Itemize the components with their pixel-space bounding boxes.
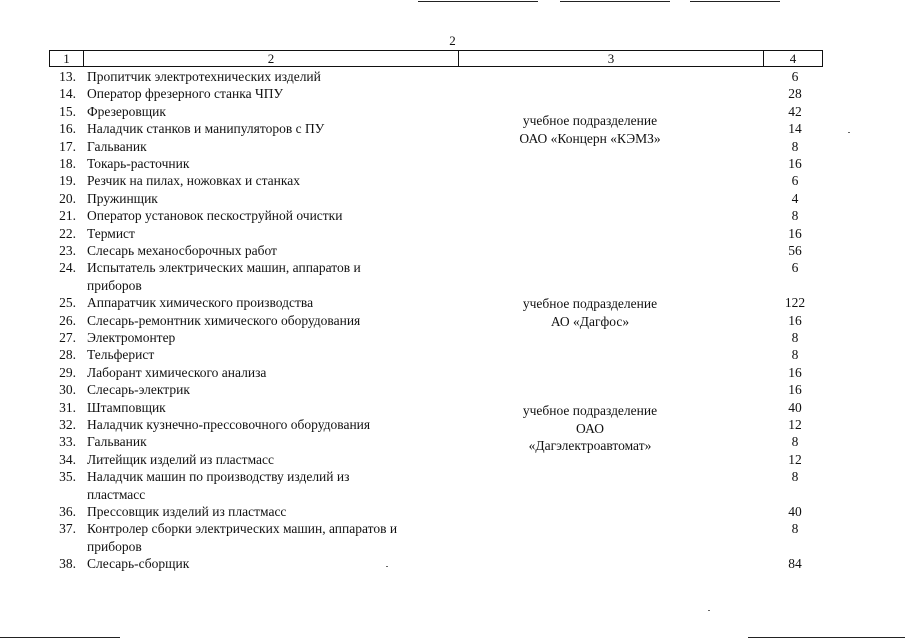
profession-name: [87, 312, 459, 330]
student-count: 8: [791, 208, 799, 224]
profession-name-line: Слесарь-ремонтник химического оборудования: [87, 312, 361, 328]
profession-name-line: Пропитчик электротехнических изделий: [87, 69, 321, 84]
profession-name-line: Фрезеровщик: [87, 103, 166, 119]
student-count: 16: [788, 364, 802, 380]
row-number: 33.: [59, 434, 76, 450]
profession-name: [87, 85, 459, 103]
row-number: 25.: [59, 295, 76, 311]
row-number: 15.: [59, 103, 76, 119]
profession-name: [87, 138, 459, 156]
row-number: 30.: [59, 382, 76, 398]
profession-name: [87, 242, 459, 260]
profession-name: [87, 225, 459, 243]
department-line: ОАО: [576, 420, 604, 436]
profession-name-line: Гальваник: [87, 138, 147, 154]
scan-speck: [708, 610, 710, 611]
scan-edge-bottom-left: [0, 637, 120, 638]
row-number: 29.: [59, 364, 76, 380]
profession-name-line: Аппаратчик химического производства: [87, 295, 314, 311]
student-count: 42: [788, 103, 802, 119]
student-count: 4: [791, 190, 799, 206]
profession-name-line: пластмасс: [87, 486, 146, 502]
department-cell-dagfos: [476, 295, 704, 330]
student-count: 122: [784, 295, 806, 311]
row-number: 14.: [59, 86, 76, 102]
student-count: 8: [791, 138, 799, 154]
student-count: 8: [791, 330, 799, 345]
scan-edge-top-right: [690, 1, 780, 2]
student-count: 8: [791, 434, 799, 450]
profession-name-line: Слесарь-электрик: [87, 382, 190, 398]
profession-name-line: Контролер сборки электрических машин, аппаратов и: [87, 521, 398, 537]
profession-name: [87, 155, 459, 173]
row-number: 19.: [59, 173, 76, 189]
row-number: 27.: [59, 330, 76, 345]
profession-name-line: Лаборант химического анализа: [87, 364, 267, 380]
department-cell-kemz: [476, 112, 704, 147]
department-line: ОАО «Концерн «КЭМЗ»: [519, 130, 661, 146]
row-number: 24.: [59, 260, 76, 276]
profession-name: [87, 329, 459, 347]
profession-name: [87, 364, 459, 382]
profession-name-line: Гальваник: [87, 434, 147, 450]
profession-name-line: Резчик на пилах, ножовках и станках: [87, 173, 300, 189]
scan-edge-top-left: [418, 1, 538, 2]
profession-name: [87, 381, 459, 399]
profession-name: [87, 207, 459, 225]
student-count: 16: [788, 382, 802, 398]
row-number: 38.: [59, 556, 76, 572]
department-line: учебное подразделение: [522, 403, 658, 418]
student-count: 16: [788, 156, 802, 171]
department-line: учебное подразделение: [522, 113, 658, 128]
profession-name: [87, 416, 459, 434]
profession-name-line: Электромонтер: [87, 330, 176, 345]
row-number: 13.: [59, 69, 76, 84]
student-count: 12: [788, 451, 802, 467]
profession-name: [87, 451, 459, 469]
student-count: 40: [788, 504, 802, 519]
table-header: [49, 50, 823, 67]
student-count: 6: [791, 69, 799, 84]
student-count: 16: [788, 312, 802, 328]
student-count: 40: [788, 399, 802, 415]
row-number: 37.: [59, 521, 76, 537]
student-count: 28: [788, 86, 802, 102]
profession-name: [87, 68, 459, 86]
row-number: 23.: [59, 243, 76, 258]
profession-name: [87, 120, 459, 138]
profession-name-line: Слесарь механосборочных работ: [87, 243, 277, 258]
row-number: 31.: [59, 399, 76, 415]
profession-name: [87, 190, 459, 208]
profession-name-line: Слесарь-сборщик: [87, 556, 190, 572]
row-number: 18.: [59, 156, 76, 171]
profession-name-line: Испытатель электрических машин, аппаратов и: [87, 260, 361, 276]
department-line: учебное подразделение: [522, 296, 658, 311]
student-count: 56: [788, 243, 802, 258]
profession-name-line: приборов: [87, 538, 142, 554]
profession-name: [87, 555, 459, 573]
student-count: 8: [791, 521, 799, 537]
student-count: 6: [791, 173, 799, 189]
profession-name-line: Токарь-расточник: [87, 156, 190, 171]
row-number: 21.: [59, 208, 76, 224]
student-count: 6: [791, 260, 799, 276]
profession-name-line: Литейщик изделий из пластмасс: [87, 451, 274, 467]
student-count: 16: [788, 225, 802, 241]
student-count: 84: [788, 556, 802, 572]
column-header-4: 4: [789, 51, 797, 66]
profession-name-line: Термист: [87, 225, 135, 241]
profession-name-line: приборов: [87, 277, 142, 293]
profession-name-line: Оператор фрезерного станка ЧПУ: [87, 86, 284, 102]
student-count: 8: [791, 469, 799, 485]
profession-name-line: Наладчик кузнечно-прессовочного оборудования: [87, 417, 371, 432]
scan-edge-top-mid: [560, 1, 670, 2]
scan-edge-bottom-right: [748, 637, 905, 638]
row-number: 35.: [59, 469, 76, 485]
profession-name: [87, 503, 459, 521]
column-header-1: 1: [63, 51, 70, 66]
profession-name: [87, 468, 459, 503]
profession-name: [87, 399, 459, 417]
row-number: 34.: [59, 451, 76, 467]
profession-name-line: Тельферист: [87, 347, 155, 363]
profession-name: [87, 259, 459, 294]
profession-name-line: Прессовщик изделий из пластмасс: [87, 504, 287, 519]
department-line: АО «Дагфос»: [550, 313, 630, 329]
profession-name-line: Наладчик машин по производству изделий из: [87, 469, 350, 485]
column-header-2: 2: [267, 51, 275, 66]
row-number: 22.: [59, 225, 76, 241]
student-count: 14: [788, 121, 802, 137]
profession-name: [87, 103, 459, 121]
profession-name: [87, 346, 459, 364]
student-count: 8: [791, 347, 799, 363]
profession-name-line: Наладчик станков и манипуляторов с ПУ: [87, 121, 325, 137]
student-count: 12: [788, 417, 802, 432]
profession-name: [87, 294, 459, 312]
department-line: «Дагэлектроавтомат»: [528, 438, 652, 453]
column-header-3: 3: [607, 51, 615, 66]
profession-name-line: Пружинщик: [87, 190, 158, 206]
row-number: 26.: [59, 312, 76, 328]
page-number: 2: [449, 33, 456, 48]
profession-name: [87, 172, 459, 190]
row-number: 16.: [59, 121, 76, 137]
profession-name: [87, 433, 459, 451]
profession-name-line: Оператор установок пескоструйной очистки: [87, 208, 343, 224]
row-number: 17.: [59, 138, 76, 154]
row-number: 32.: [59, 417, 76, 432]
department-cell-dagelektroavtomat: [476, 402, 704, 455]
row-number: 28.: [59, 347, 76, 363]
row-number: 36.: [59, 504, 76, 519]
row-number: 20.: [59, 190, 76, 206]
profession-name: [87, 520, 459, 555]
profession-name-line: Штамповщик: [87, 399, 166, 415]
